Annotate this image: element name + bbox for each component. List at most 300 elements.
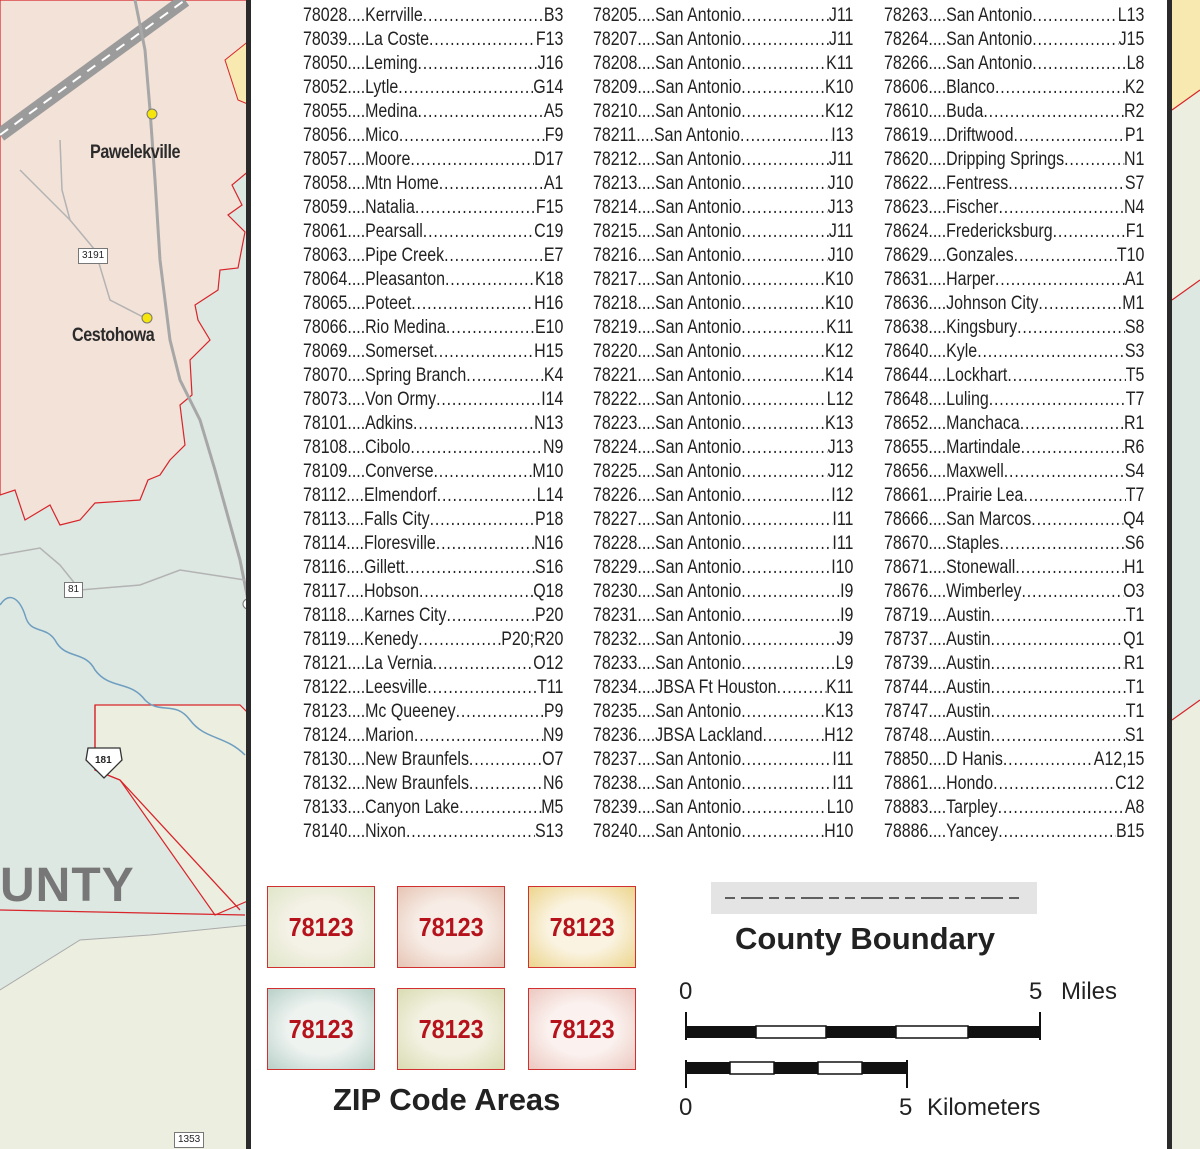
grid-reference: O7 — [542, 749, 564, 770]
zip-code: 78671 — [884, 557, 929, 578]
dot-leader: .... — [637, 725, 656, 746]
dot-leader: .... — [637, 533, 656, 554]
grid-reference: L14 — [536, 485, 564, 506]
zip-index-row — [884, 292, 1144, 316]
dot-leader: .... — [347, 293, 366, 314]
zip-code: 78059 — [303, 197, 348, 218]
dot-leader — [741, 52, 826, 76]
zip-index-row — [593, 196, 853, 220]
zip-index-row — [593, 52, 853, 76]
zip-index-row — [884, 436, 1144, 460]
city-name: Maxwell — [946, 461, 1004, 482]
city-name: San Antonio — [655, 533, 742, 554]
dot-leader: .... — [637, 437, 656, 458]
swatch-label: 78123 — [549, 911, 615, 942]
grid-reference: S4 — [1124, 461, 1145, 482]
grid-reference: S8 — [1124, 317, 1145, 338]
grid-reference: J12 — [827, 461, 854, 482]
city-name: San Antonio — [653, 125, 741, 146]
dot-leader: .... — [928, 413, 947, 434]
city-name: San Antonio — [655, 413, 742, 434]
grid-reference: Q18 — [533, 581, 564, 602]
zip-index-row — [884, 580, 1144, 604]
dot-leader: .... — [347, 797, 366, 818]
dot-leader: .... — [637, 509, 656, 530]
zip-code: 78113 — [303, 509, 347, 530]
city-name: Converse — [365, 461, 434, 482]
zip-index-row — [303, 700, 563, 724]
dot-leader: .... — [347, 653, 366, 674]
dot-leader: .... — [346, 485, 364, 506]
zip-code: 78209 — [593, 77, 638, 98]
city-name: Gonzales — [946, 245, 1014, 266]
place-label-pawelekville: Pawelekville — [90, 142, 181, 163]
dot-leader — [741, 316, 826, 340]
dot-leader — [741, 196, 827, 220]
grid-reference: S6 — [1124, 533, 1145, 554]
zip-index-row — [303, 76, 563, 100]
zip-index-row — [593, 100, 853, 124]
swatch-label: 78123 — [549, 1013, 615, 1044]
city-name: Falls City — [363, 509, 430, 530]
zip-code: 78264 — [884, 29, 929, 50]
dot-leader: .... — [347, 245, 366, 266]
dot-leader: .... — [637, 293, 656, 314]
dot-leader — [993, 772, 1115, 796]
dot-leader: .... — [346, 557, 364, 578]
zip-index-row — [593, 436, 853, 460]
grid-reference: J16 — [537, 53, 564, 74]
dot-leader: .... — [347, 101, 366, 122]
zip-code: 78227 — [593, 509, 638, 530]
city-name: Gillett — [363, 557, 405, 578]
dot-leader — [1032, 4, 1118, 28]
zip-code: 78205 — [593, 5, 638, 26]
city-name: Dripping Springs — [946, 149, 1065, 170]
city-name: San Antonio — [655, 365, 742, 386]
grid-reference: E10 — [534, 317, 564, 338]
dot-leader: .... — [637, 389, 656, 410]
dot-leader — [990, 676, 1125, 700]
grid-reference: J13 — [827, 197, 854, 218]
grid-reference: I11 — [832, 533, 854, 554]
zip-index-row — [593, 484, 853, 508]
dot-leader: .... — [928, 221, 947, 242]
zip-code: 78739 — [884, 653, 929, 674]
dot-leader: .... — [928, 653, 947, 674]
zip-index-row — [884, 676, 1144, 700]
dot-leader: .... — [637, 821, 656, 842]
zip-index-row — [593, 292, 853, 316]
zip-code: 78652 — [884, 413, 929, 434]
zip-code: 78234 — [593, 677, 638, 698]
grid-reference: N1 — [1123, 149, 1145, 170]
zip-code: 78223 — [593, 413, 638, 434]
zip-code: 78666 — [884, 509, 929, 530]
city-name: Kyle — [946, 341, 978, 362]
dot-leader: .... — [928, 101, 947, 122]
dot-leader: .... — [928, 29, 947, 50]
dot-leader — [1004, 460, 1125, 484]
grid-reference: R2 — [1123, 101, 1145, 122]
dot-leader — [446, 604, 535, 628]
zip-code: 78133 — [303, 797, 348, 818]
dot-leader — [762, 724, 824, 748]
grid-reference: K14 — [824, 365, 854, 386]
zip-index-row — [593, 556, 853, 580]
dot-leader — [741, 292, 825, 316]
zip-index-column-2 — [593, 4, 903, 844]
city-name: Poteet — [365, 293, 412, 314]
zip-code: 78050 — [303, 53, 348, 74]
zip-code: 78218 — [593, 293, 638, 314]
zip-code: 78216 — [593, 245, 638, 266]
dot-leader: .... — [928, 437, 947, 458]
dot-leader — [741, 532, 832, 556]
zip-code: 78112 — [303, 485, 347, 506]
zip-code: 78623 — [884, 197, 929, 218]
county-boundary-title: County Boundary — [735, 921, 996, 956]
zip-index-row — [303, 148, 563, 172]
city-name: Pleasanton — [365, 269, 445, 290]
dot-leader — [423, 220, 534, 244]
zip-index-row — [884, 532, 1144, 556]
zip-index-row — [884, 748, 1144, 772]
grid-reference: K11 — [826, 677, 854, 698]
zip-code: 78065 — [303, 293, 348, 314]
zip-code: 78676 — [884, 581, 929, 602]
zip-index-row — [593, 820, 853, 844]
city-name: Fentress — [946, 173, 1009, 194]
zip-index-row — [884, 100, 1144, 124]
grid-reference: T10 — [1116, 245, 1145, 266]
zip-code: 78212 — [593, 149, 638, 170]
zip-code: 78236 — [593, 725, 638, 746]
zip-index-row — [884, 484, 1144, 508]
zip-index-row — [884, 196, 1144, 220]
dot-leader: .... — [928, 149, 947, 170]
dot-leader — [418, 628, 501, 652]
zip-code: 78213 — [593, 173, 638, 194]
grid-reference: K13 — [824, 701, 854, 722]
zip-code: 78719 — [884, 605, 929, 626]
zip-index-panel — [246, 0, 1172, 1149]
city-name: New Braunfels — [365, 749, 469, 770]
grid-reference: I14 — [541, 389, 564, 410]
zip-index-row — [884, 28, 1144, 52]
city-name: San Antonio — [655, 293, 742, 314]
zip-code: 78610 — [884, 101, 929, 122]
dot-leader: .... — [637, 557, 656, 578]
dot-leader — [410, 436, 543, 460]
dot-leader — [990, 724, 1124, 748]
grid-reference: I11 — [832, 509, 854, 530]
road-shield-1353: 1353 — [174, 1132, 204, 1148]
city-name: San Antonio — [655, 317, 742, 338]
grid-reference: P20 — [534, 605, 564, 626]
city-name: San Antonio — [946, 5, 1033, 26]
city-name: San Antonio — [655, 797, 742, 818]
zip-index-row — [884, 316, 1144, 340]
dot-leader — [445, 268, 535, 292]
zip-index-row — [593, 124, 853, 148]
city-name: La Coste — [365, 29, 430, 50]
zip-index-row — [303, 436, 563, 460]
zip-code: 78237 — [593, 749, 638, 770]
dot-leader — [436, 388, 541, 412]
dot-leader — [406, 820, 535, 844]
dot-leader — [741, 460, 827, 484]
grid-reference: J11 — [828, 149, 854, 170]
grid-reference: C12 — [1115, 773, 1145, 794]
zip-code: 78118 — [303, 605, 347, 626]
dot-leader: .... — [928, 797, 947, 818]
zip-index-row — [303, 172, 563, 196]
zip-index-row — [593, 340, 853, 364]
zip-index-row — [303, 652, 563, 676]
grid-reference: N9 — [542, 437, 564, 458]
dot-leader — [741, 556, 831, 580]
dot-leader — [405, 556, 535, 580]
zip-code: 78052 — [303, 77, 348, 98]
grid-reference: E7 — [543, 245, 564, 266]
dot-leader — [741, 148, 829, 172]
grid-reference: F9 — [544, 125, 564, 146]
dot-leader: .... — [928, 509, 947, 530]
swatch-label: 78123 — [418, 911, 484, 942]
grid-reference: N6 — [542, 773, 564, 794]
grid-reference: N9 — [542, 725, 564, 746]
dot-leader: .... — [346, 605, 364, 626]
city-name: San Antonio — [655, 149, 742, 170]
dot-leader — [741, 628, 836, 652]
dot-leader — [741, 28, 829, 52]
zip-index-row — [593, 772, 853, 796]
grid-reference: L10 — [826, 797, 854, 818]
zip-index-row — [303, 508, 563, 532]
dot-leader — [411, 292, 534, 316]
city-name: San Antonio — [655, 437, 742, 458]
city-name: Wimberley — [946, 581, 1022, 602]
zip-index-row — [593, 580, 853, 604]
dot-leader: .... — [347, 53, 366, 74]
city-name: San Antonio — [655, 101, 742, 122]
dot-leader: .... — [346, 533, 364, 554]
zip-code: 78064 — [303, 269, 348, 290]
dot-leader: .... — [928, 269, 947, 290]
grid-reference: M10 — [532, 461, 564, 482]
zip-code: 78238 — [593, 773, 638, 794]
zip-index-row — [303, 28, 563, 52]
dot-leader — [415, 196, 536, 220]
grid-reference: A5 — [543, 101, 564, 122]
city-name: New Braunfels — [365, 773, 469, 794]
zip-index-row — [884, 652, 1144, 676]
zip-index-row — [884, 4, 1144, 28]
dot-leader: .... — [347, 389, 366, 410]
city-name: Pipe Creek — [365, 245, 445, 266]
dot-leader — [1053, 220, 1126, 244]
place-label-cestohowa: Cestohowa — [72, 325, 155, 346]
zip-code: 78737 — [884, 629, 929, 650]
dot-leader: .... — [347, 269, 366, 290]
city-name: Blanco — [946, 77, 995, 98]
zip-index-row — [593, 604, 853, 628]
grid-reference: T1 — [1125, 701, 1145, 722]
pawelekville-dot — [147, 109, 157, 119]
city-name: San Antonio — [655, 629, 742, 650]
dot-leader — [1021, 436, 1124, 460]
zip-code: 78130 — [303, 749, 348, 770]
city-name: San Antonio — [655, 5, 742, 26]
city-name: Austin — [946, 725, 991, 746]
zip-code: 78066 — [303, 317, 348, 338]
zip-code: 78636 — [884, 293, 929, 314]
zip-index-row — [884, 724, 1144, 748]
grid-reference: K18 — [534, 269, 564, 290]
zip-index-column-3 — [884, 4, 1194, 844]
city-name: Yancey — [946, 821, 999, 842]
grid-reference: S3 — [1124, 341, 1145, 362]
zip-index-row — [884, 244, 1144, 268]
scale-miles-start: 0 — [679, 978, 693, 1005]
zip-area-swatch-3 — [528, 886, 636, 968]
dot-leader — [446, 316, 535, 340]
dot-leader — [439, 172, 544, 196]
dot-leader — [1014, 124, 1125, 148]
zip-code: 78861 — [884, 773, 929, 794]
zip-code: 78224 — [593, 437, 638, 458]
zip-code: 78263 — [884, 5, 929, 26]
city-name: Spring Branch — [365, 365, 467, 386]
dot-leader — [1014, 244, 1117, 268]
zip-code: 78056 — [303, 125, 348, 146]
grid-reference: O12 — [533, 653, 564, 674]
dot-leader — [998, 820, 1116, 844]
zip-index-column-1 — [303, 4, 613, 844]
city-name: Prairie Lea — [946, 485, 1024, 506]
grid-reference: M5 — [541, 797, 564, 818]
zip-code: 78240 — [593, 821, 638, 842]
swatch-label: 78123 — [288, 911, 354, 942]
scale-bar-kilometers — [685, 1058, 911, 1088]
city-name: San Marcos — [946, 509, 1032, 530]
city-name: San Antonio — [655, 245, 742, 266]
grid-reference: G14 — [533, 77, 564, 98]
zip-index-row — [593, 172, 853, 196]
dot-leader — [741, 484, 831, 508]
dot-leader — [741, 772, 832, 796]
city-name: Tarpley — [946, 797, 998, 818]
dot-leader — [1017, 316, 1125, 340]
grid-reference: N13 — [534, 413, 564, 434]
county-boundary-swatch — [711, 880, 1037, 916]
zip-index-row — [303, 412, 563, 436]
scale-miles-end: 5 — [1029, 978, 1043, 1005]
zip-code: 78109 — [303, 461, 348, 482]
grid-reference: A1 — [543, 173, 564, 194]
city-name: Cibolo — [365, 437, 411, 458]
zip-code: 78140 — [303, 821, 348, 842]
zip-index-row — [303, 316, 563, 340]
dot-leader: .... — [928, 365, 947, 386]
zip-index-row — [884, 172, 1144, 196]
city-name: Manchaca — [946, 413, 1020, 434]
dot-leader — [414, 724, 543, 748]
dot-leader — [444, 244, 544, 268]
zip-index-row — [884, 76, 1144, 100]
dot-leader: .... — [928, 821, 947, 842]
zip-code: 78214 — [593, 197, 638, 218]
dot-leader: .... — [637, 77, 656, 98]
zip-index-row — [593, 388, 853, 412]
dot-leader: .... — [637, 413, 656, 434]
city-name: Mico — [365, 125, 399, 146]
dot-leader — [423, 4, 544, 28]
zip-code: 78239 — [593, 797, 638, 818]
grid-reference: R1 — [1123, 653, 1145, 674]
grid-reference: K10 — [824, 269, 854, 290]
zip-code: 78744 — [884, 677, 929, 698]
zip-index-row — [593, 268, 853, 292]
grid-reference: N4 — [1123, 197, 1145, 218]
cestohowa-dot — [142, 313, 152, 323]
city-name: Kenedy — [363, 629, 419, 650]
zip-code: 78235 — [593, 701, 638, 722]
zip-code: 78631 — [884, 269, 929, 290]
grid-reference: K11 — [826, 317, 854, 338]
zip-index-row — [884, 220, 1144, 244]
road-shield-81: 81 — [64, 582, 83, 598]
grid-reference: T1 — [1125, 605, 1145, 626]
grid-reference: I9 — [840, 605, 854, 626]
city-name: San Antonio — [655, 197, 742, 218]
scale-km-start: 0 — [679, 1094, 693, 1121]
dot-leader — [741, 820, 824, 844]
dot-leader — [990, 652, 1123, 676]
zip-code: 78217 — [593, 269, 638, 290]
grid-reference: L13 — [1117, 5, 1145, 26]
city-name: San Antonio — [655, 173, 742, 194]
zip-code: 78101 — [303, 413, 348, 434]
dot-leader — [1023, 484, 1125, 508]
zip-index-row — [303, 820, 563, 844]
zip-index-row — [593, 316, 853, 340]
dot-leader: .... — [928, 581, 947, 602]
grid-reference: K10 — [824, 77, 854, 98]
zip-index-row — [303, 532, 563, 556]
city-name: Martindale — [946, 437, 1021, 458]
zip-areas-title: ZIP Code Areas — [333, 1082, 561, 1117]
zip-code: 78123 — [303, 701, 348, 722]
dot-leader: .... — [928, 749, 947, 770]
zip-index-row — [884, 52, 1144, 76]
city-name: Hobson — [363, 581, 419, 602]
scale-miles-unit: Miles — [1061, 978, 1118, 1005]
zip-index-row — [884, 268, 1144, 292]
zip-index-row — [303, 100, 563, 124]
zip-index-row — [303, 244, 563, 268]
zip-index-row — [593, 244, 853, 268]
dot-leader — [1032, 52, 1126, 76]
dot-leader — [1022, 580, 1124, 604]
city-name: Kingsbury — [946, 317, 1018, 338]
dot-leader: .... — [347, 725, 366, 746]
dot-leader: .... — [637, 749, 656, 770]
zip-index-row — [303, 124, 563, 148]
dot-leader: .... — [347, 197, 366, 218]
zip-index-row — [303, 484, 563, 508]
